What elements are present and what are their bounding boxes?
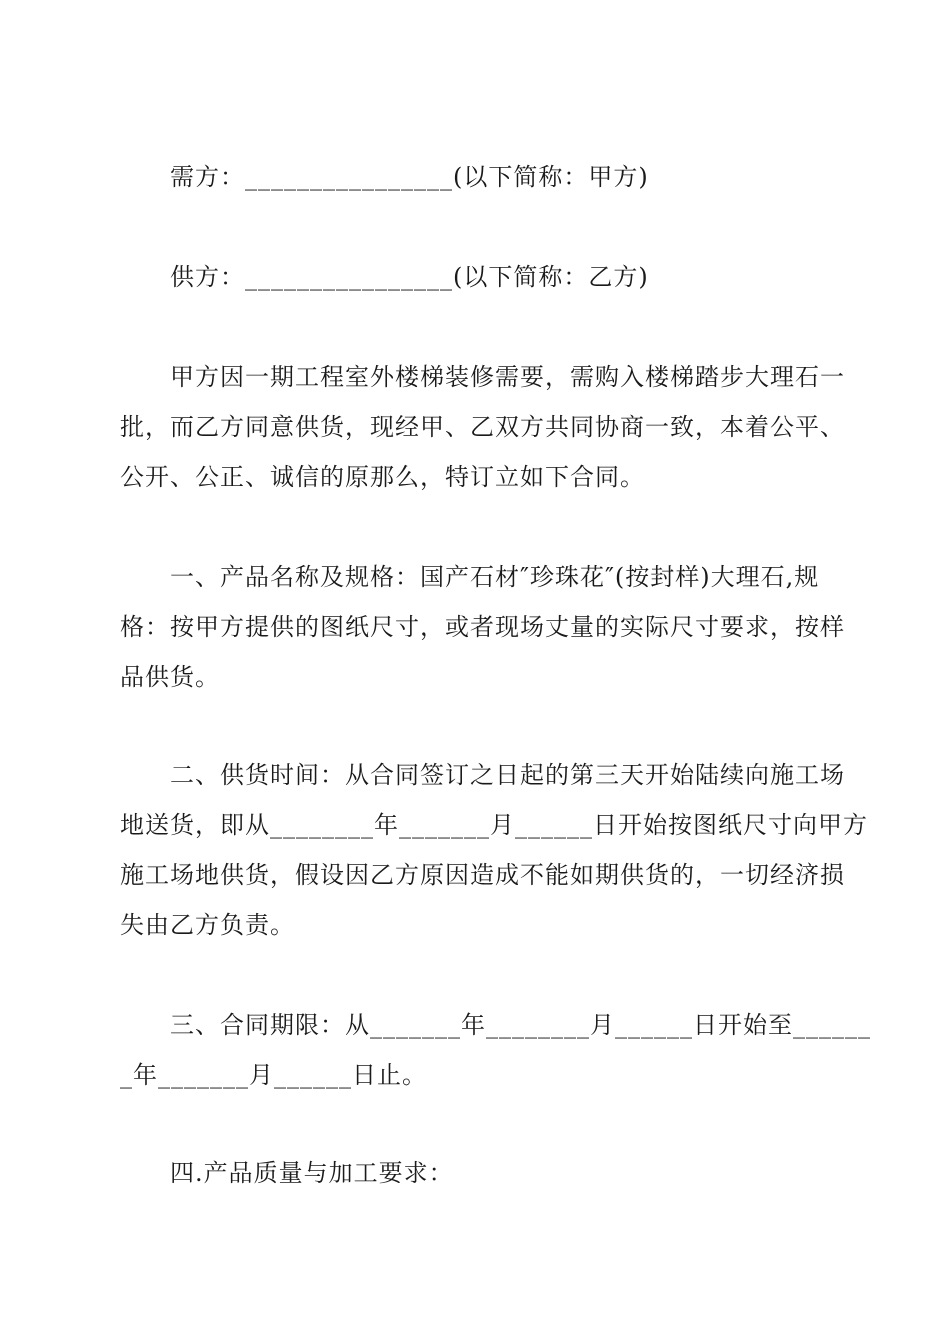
clause-2-line-1: 二、供货时间：从合同签订之日起的第三天开始陆续向施工场: [120, 761, 845, 789]
supplier-line: 供方：________________(以下简称：乙方): [120, 263, 649, 291]
buyer-line: 需方：________________(以下简称：甲方): [120, 163, 649, 191]
clause-1-line-1: 一、产品名称及规格：国产石材″珍珠花″(按封样)大理石,规: [120, 563, 820, 591]
intro-paragraph-line-2: 批，而乙方同意供货，现经甲、乙双方共同协商一致，本着公平、: [120, 413, 845, 441]
clause-2-line-2: 地送货，即从________年_______月______日开始按图纸尺寸向甲方: [120, 811, 868, 839]
clause-1-line-2: 格：按甲方提供的图纸尺寸，或者现场丈量的实际尺寸要求，按样: [120, 613, 845, 641]
clause-3-line-1: 三、合同期限：从_______年________月______日开始至______: [120, 1011, 871, 1039]
clause-2-line-3: 施工场地供货，假设因乙方原因造成不能如期供货的，一切经济损: [120, 861, 845, 889]
intro-paragraph-line-3: 公开、公正、诚信的原那么，特订立如下合同。: [120, 463, 645, 491]
clause-1-line-3: 品供货。: [120, 663, 220, 691]
clause-2-line-4: 失由乙方负责。: [120, 911, 295, 939]
clause-3-line-2: _年_______月______日止。: [120, 1061, 427, 1089]
clause-4-heading: 四.产品质量与加工要求：: [120, 1159, 454, 1187]
intro-paragraph-line-1: 甲方因一期工程室外楼梯装修需要，需购入楼梯踏步大理石一: [120, 363, 845, 391]
